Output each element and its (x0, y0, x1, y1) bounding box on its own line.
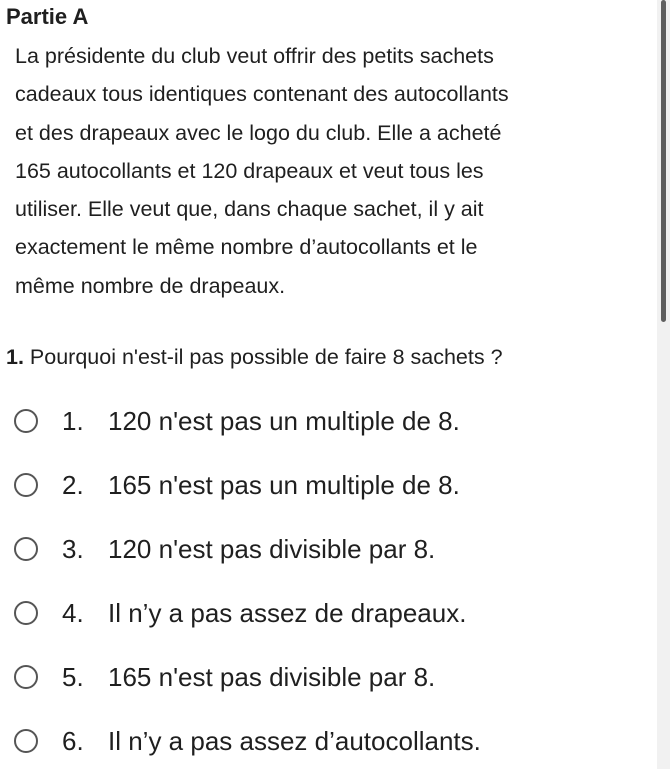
choice-2[interactable] (14, 460, 634, 510)
choice-number: 5. (62, 661, 84, 692)
intro-paragraph (15, 37, 615, 305)
choice-number: 6. (62, 725, 84, 756)
choice-1[interactable] (14, 396, 634, 446)
choice-5[interactable] (14, 652, 634, 702)
intro-line: et des drapeaux avec le logo du club. Elle a acheté (15, 120, 502, 145)
radio-button[interactable] (14, 473, 38, 497)
part-title: Partie A (6, 4, 89, 29)
question-text: Pourquoi n'est-il pas possible de faire 8 sachets ? (29, 345, 503, 369)
choice-4[interactable] (14, 588, 634, 638)
intro-line: utiliser. Elle veut que, dans chaque sachet, il y ait (15, 197, 484, 222)
question (6, 338, 503, 376)
intro-line: même nombre de drapeaux. (15, 273, 286, 298)
intro-line: cadeaux tous identiques contenant des autocollants (15, 82, 509, 107)
vertical-scrollbar[interactable] (657, 0, 670, 769)
radio-button[interactable] (14, 409, 38, 433)
scrollbar-thumb[interactable] (661, 0, 666, 322)
radio-button[interactable] (14, 729, 38, 753)
choice-number: 3. (62, 533, 84, 564)
choice-number: 1. (62, 405, 84, 436)
choice-label: Il n’y a pas assez de drapeaux. (108, 597, 467, 628)
question-number: 1. (6, 345, 24, 369)
radio-button[interactable] (14, 601, 38, 625)
radio-button[interactable] (14, 537, 38, 561)
choice-label: 165 n'est pas un multiple de 8. (108, 469, 460, 500)
choice-number: 2. (62, 469, 84, 500)
radio-button[interactable] (14, 665, 38, 689)
choice-label: 120 n'est pas divisible par 8. (108, 533, 436, 564)
choice-3[interactable] (14, 524, 634, 574)
intro-line: 165 autocollants et 120 drapeaux et veut tous les (15, 158, 484, 183)
choice-label: 120 n'est pas un multiple de 8. (108, 405, 460, 436)
intro-line: La présidente du club veut offrir des petits sachets (15, 44, 494, 68)
choice-6[interactable] (14, 716, 634, 766)
intro-line: exactement le même nombre d’autocollants et le (15, 235, 478, 260)
choice-label: 165 n'est pas divisible par 8. (108, 661, 436, 692)
choice-number: 4. (62, 597, 84, 628)
choice-label: Il n’y a pas assez d’autocollants. (108, 725, 481, 756)
